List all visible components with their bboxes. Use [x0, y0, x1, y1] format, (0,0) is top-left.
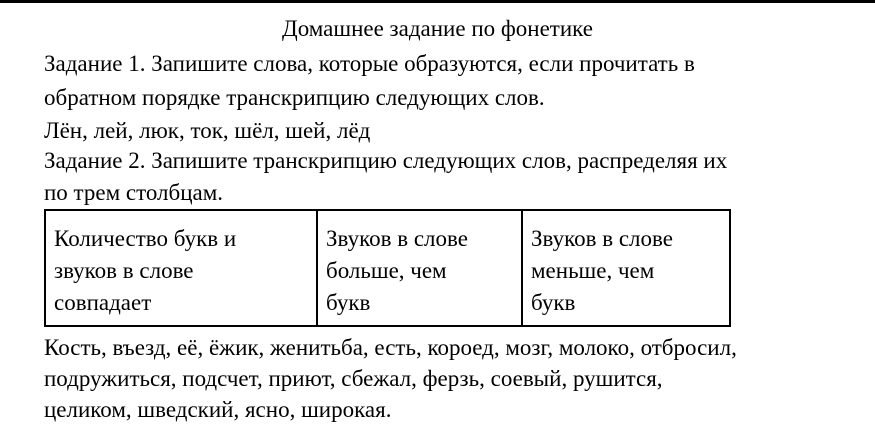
- table-cell-letters-equal-sounds: [45, 210, 317, 326]
- cell-text-line: букв: [326, 290, 371, 315]
- word-list-line-1: Кость, въезд, её, ёжик, женитьба, есть, короед, мозг, молоко, отбросил,: [44, 335, 737, 360]
- table-cell-more-sounds: [317, 210, 522, 326]
- task1-word-list: Лён, лей, люк, ток, шёл, шей, лёд: [44, 118, 371, 143]
- task1-text-line-1: Задание 1. Запишите слова, которые образуются, если прочитать в: [44, 51, 695, 76]
- cell-text-line: Количество букв и: [54, 226, 237, 251]
- cell-text-line: совпадает: [54, 290, 152, 315]
- top-border-line: [0, 0, 875, 3]
- task2-text-line-2: по трем столбцам.: [44, 180, 224, 205]
- page-title: Домашнее задание по фонетике: [282, 16, 593, 41]
- table-cell-fewer-sounds: [522, 210, 730, 326]
- task1-text-line-2: обратном порядке транскрипцию следующих слов.: [44, 85, 545, 110]
- cell-text-line: звуков в слове: [54, 258, 194, 283]
- word-list-line-2: подружиться, подсчет, приют, сбежал, ферзь, соевый, рушится,: [44, 366, 663, 391]
- cell-text-line: букв: [531, 290, 576, 315]
- cell-text-line: Звуков в слове: [326, 226, 468, 251]
- cell-text-line: меньше, чем: [531, 258, 655, 283]
- task2-text-line-1: Задание 2. Запишите транскрипцию следующих слов, распределяя их: [44, 148, 728, 173]
- classification-table: [44, 209, 731, 327]
- table-row: [45, 210, 730, 326]
- cell-text-line: больше, чем: [326, 258, 447, 283]
- cell-text-line: Звуков в слове: [531, 226, 673, 251]
- word-list-line-3: целиком, шведский, ясно, широкая.: [44, 397, 392, 422]
